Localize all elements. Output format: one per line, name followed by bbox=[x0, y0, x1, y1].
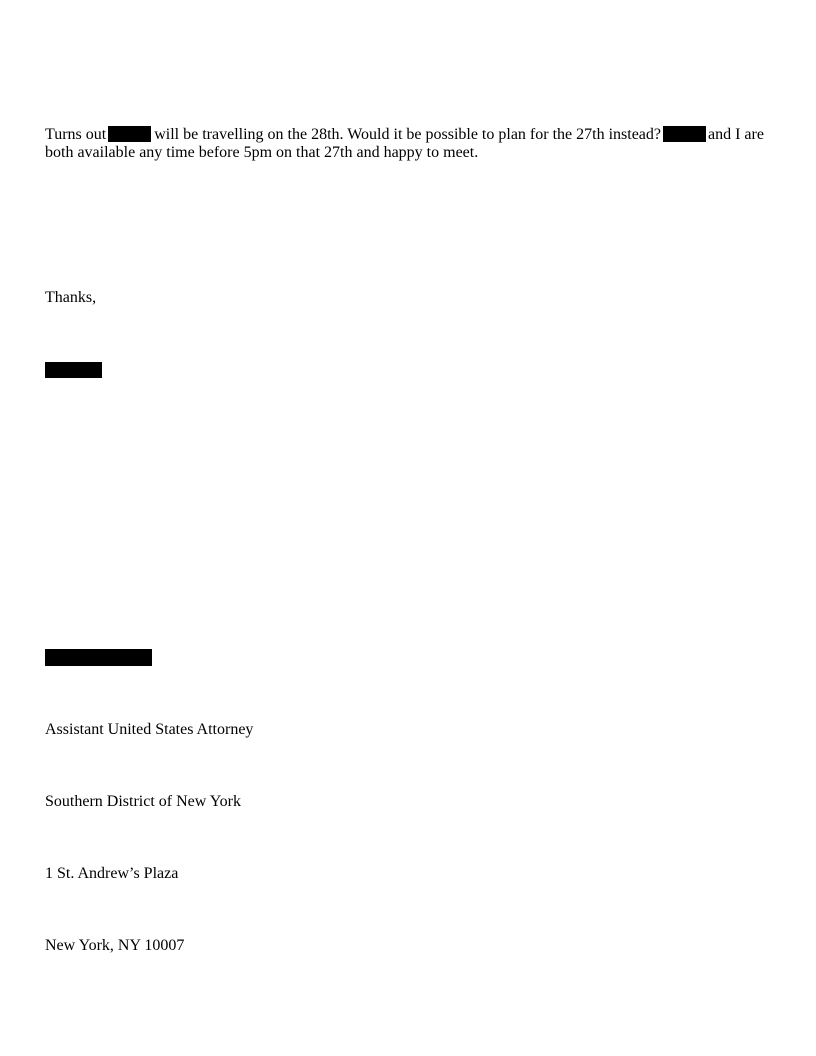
message-text-part-1: Turns out bbox=[45, 126, 107, 143]
signature-office: Southern District of New York bbox=[45, 793, 241, 810]
redacted-full-name bbox=[45, 649, 152, 666]
signature-city-state-zip: New York, NY 10007 bbox=[45, 937, 185, 954]
sign-off: Thanks, bbox=[45, 289, 97, 306]
redacted-name-1 bbox=[108, 126, 151, 142]
message-paragraph bbox=[45, 126, 785, 162]
redacted-name-2 bbox=[663, 126, 706, 142]
message-text-part-2: will be travelling on the 28th. Would it be possible to plan for the 27th instead? bbox=[154, 126, 661, 143]
redacted-signature-name bbox=[45, 362, 102, 378]
message-text-part-3: and I are both available any time before 5pm on that 27th and happy to meet. bbox=[45, 126, 764, 161]
signature-title: Assistant United States Attorney bbox=[45, 721, 254, 738]
signature-street-address: 1 St. Andrew’s Plaza bbox=[45, 865, 179, 882]
